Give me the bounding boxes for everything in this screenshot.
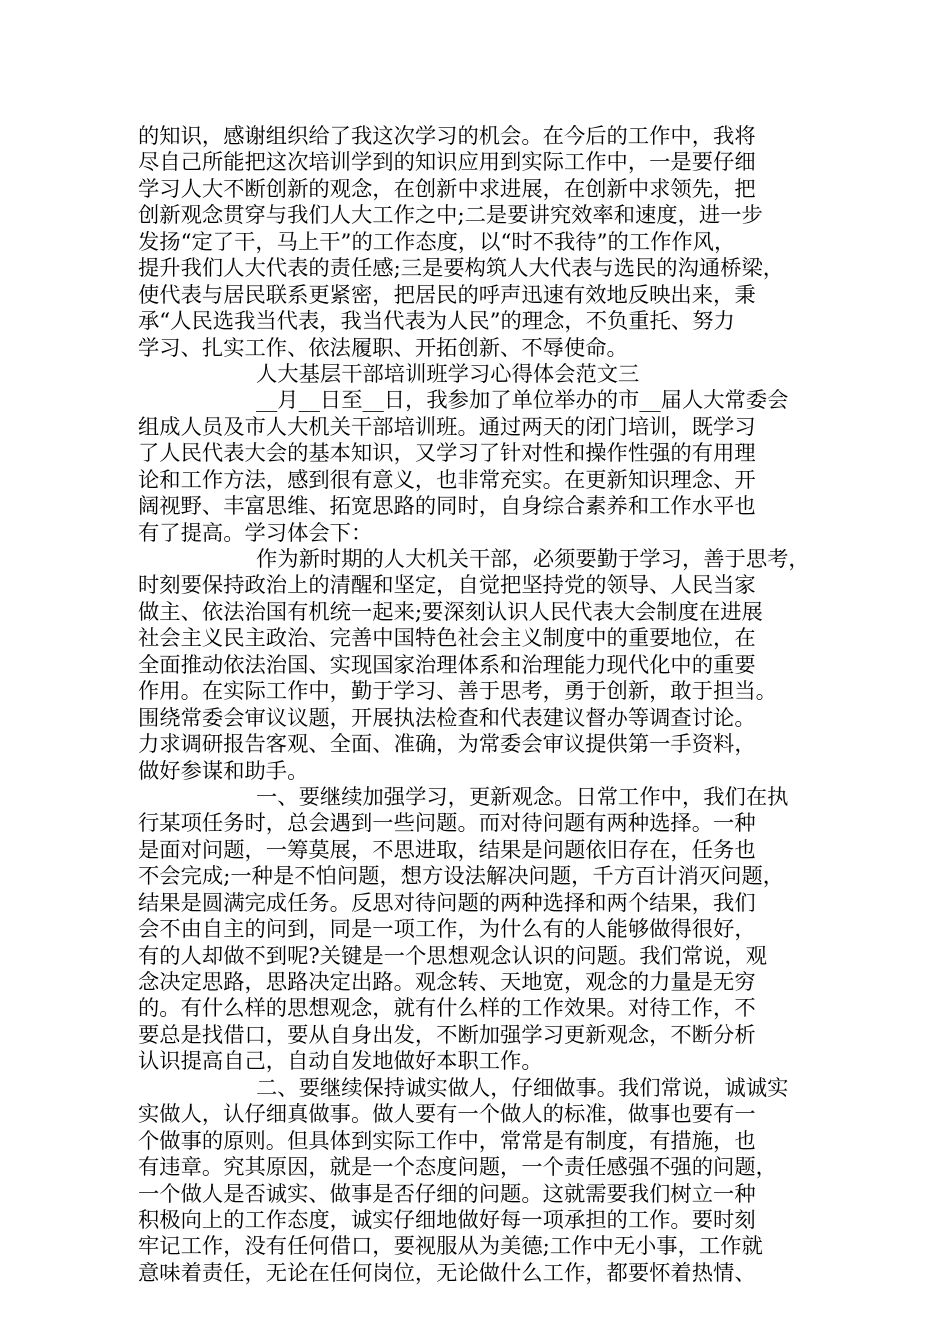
text-line: 要总是找借口，要从自身出发，不断加强学习更新观念，不断分析 <box>138 1022 756 1048</box>
text-line: 的知识，感谢组织给了我这次学习的机会。在今后的工作中，我将 <box>138 124 756 149</box>
text-line: 创新观念贯穿与我们人大工作之中;二是要讲究效率和速度，进一步 <box>138 203 763 229</box>
text-line: 时刻要保持政治上的清醒和坚定，自觉把坚持党的领导、人民当家 <box>138 573 756 599</box>
text-line: 做主、依法治国有机统一起来;要深刻认识人民代表大会制度在进展 <box>138 599 763 625</box>
text-line: 二、要继续保持诚实做人，仔细做事。我们常说，诚诚实 <box>256 1075 789 1101</box>
text-line: 意味着责任，无论在任何岗位，无论做什么工作，都要怀着热情、 <box>138 1260 756 1286</box>
text-line: 作用。在实际工作中，勤于学习、善于思考，勇于创新，敢于担当。 <box>138 679 777 705</box>
text-line: 承“人民选我当代表，我当代表为人民”的理念，不负重托、努力 <box>138 309 735 335</box>
text-line: 使代表与居民联系更紧密，把居民的呼声迅速有效地反映出来，秉 <box>138 282 756 308</box>
document-body <box>138 124 828 1287</box>
text-line: 围绕常委会审议议题，开展执法检查和代表建议督办等调查讨论。 <box>138 705 756 731</box>
text-line: 学习、扎实工作、依法履职、开拓创新、不辱使命。 <box>138 335 628 361</box>
text-line: 力求调研报告客观、全面、准确，为常委会审议提供第一手资料， <box>138 732 756 758</box>
text-line: 结果是圆满完成任务。反思对待问题的两种选择和两个结果，我们 <box>138 890 756 916</box>
text-line: 有了提高。学习体会下： <box>138 520 373 546</box>
text-line: 全面推动依法治国、实现国家治理体系和治理能力现代化中的重要 <box>138 652 756 678</box>
text-line: 尽自己所能把这次培训学到的知识应用到实际工作中，一是要仔细 <box>138 150 756 176</box>
text-line: 论和工作方法，感到很有意义，也非常充实。在更新知识理念、开 <box>138 467 756 493</box>
text-line: 做好参谋和助手。 <box>138 758 309 784</box>
text-line: 牢记工作，没有任何借口，要视服从为美德;工作中无小事，工作就 <box>138 1234 763 1260</box>
text-line: 念决定思路，思路决定出路。观念转、天地宽，观念的力量是无穷 <box>138 970 756 995</box>
text-line: 积极向上的工作态度，诚实仔细地做好每一项承担的工作。要时刻 <box>138 1207 756 1233</box>
text-line: 一个做人是否诚实、做事是否仔细的问题。这就需要我们树立一种 <box>138 1181 756 1207</box>
text-line: 阔视野、丰富思维、拓宽思路的同时，自身综合素养和工作水平也 <box>138 494 756 520</box>
text-line: 的。有什么样的思想观念，就有什么样的工作效果。对待工作，不 <box>138 996 756 1022</box>
text-line: 个做事的原则。但具体到实际工作中，常常是有制度，有措施，也 <box>138 1128 756 1154</box>
text-line: __月__日至__日，我参加了单位举办的市__届人大常委会 <box>256 388 789 414</box>
text-line: 有违章。究其原因，就是一个态度问题，一个责任感强不强的问题， <box>138 1155 777 1181</box>
text-line: 会不由自主的问到，同是一项工作，为什么有的人能够做得很好， <box>138 917 756 943</box>
text-line: 学习人大不断创新的观念，在创新中求进展，在创新中求领先，把 <box>138 176 756 202</box>
text-line: 实做人，认仔细真做事。做人要有一个做人的标准，做事也要有一 <box>138 1102 756 1128</box>
text-line: 组成人员及市人大机关干部培训班。通过两天的闭门培训，既学习 <box>138 414 756 440</box>
text-line: 行某项任务时，总会遇到一些问题。而对待问题有两种选择。一种 <box>138 811 756 837</box>
text-line: 发扬“定了干，马上干”的工作态度，以“时不我待”的工作作风， <box>138 229 736 255</box>
text-line: 社会主义民主政治、完善中国特色社会主义制度中的重要地位，在 <box>138 626 756 652</box>
text-line: 人大基层干部培训班学习心得体会范文三 <box>256 361 640 387</box>
text-line: 不会完成;一种是不怕问题，想方设法解决问题，千方百计消灭问题， <box>138 864 785 890</box>
text-line: 提升我们人大代表的责任感;三是要构筑人大代表与选民的沟通桥梁， <box>138 256 785 282</box>
text-line: 有的人却做不到呢?关键是一个思想观念认识的问题。我们常说，观 <box>138 943 768 969</box>
text-line: 认识提高自己，自动自发地做好本职工作。 <box>138 1049 543 1075</box>
text-line: 作为新时期的人大机关干部，必须要勤于学习，善于思考， <box>256 547 810 572</box>
text-line: 了人民代表大会的基本知识，又学习了针对性和操作性强的有用理 <box>138 441 756 467</box>
text-line: 一、要继续加强学习，更新观念。日常工作中，我们在执 <box>256 784 789 810</box>
text-line: 是面对问题，一筹莫展，不思进取，结果是问题依旧存在，任务也 <box>138 837 756 863</box>
